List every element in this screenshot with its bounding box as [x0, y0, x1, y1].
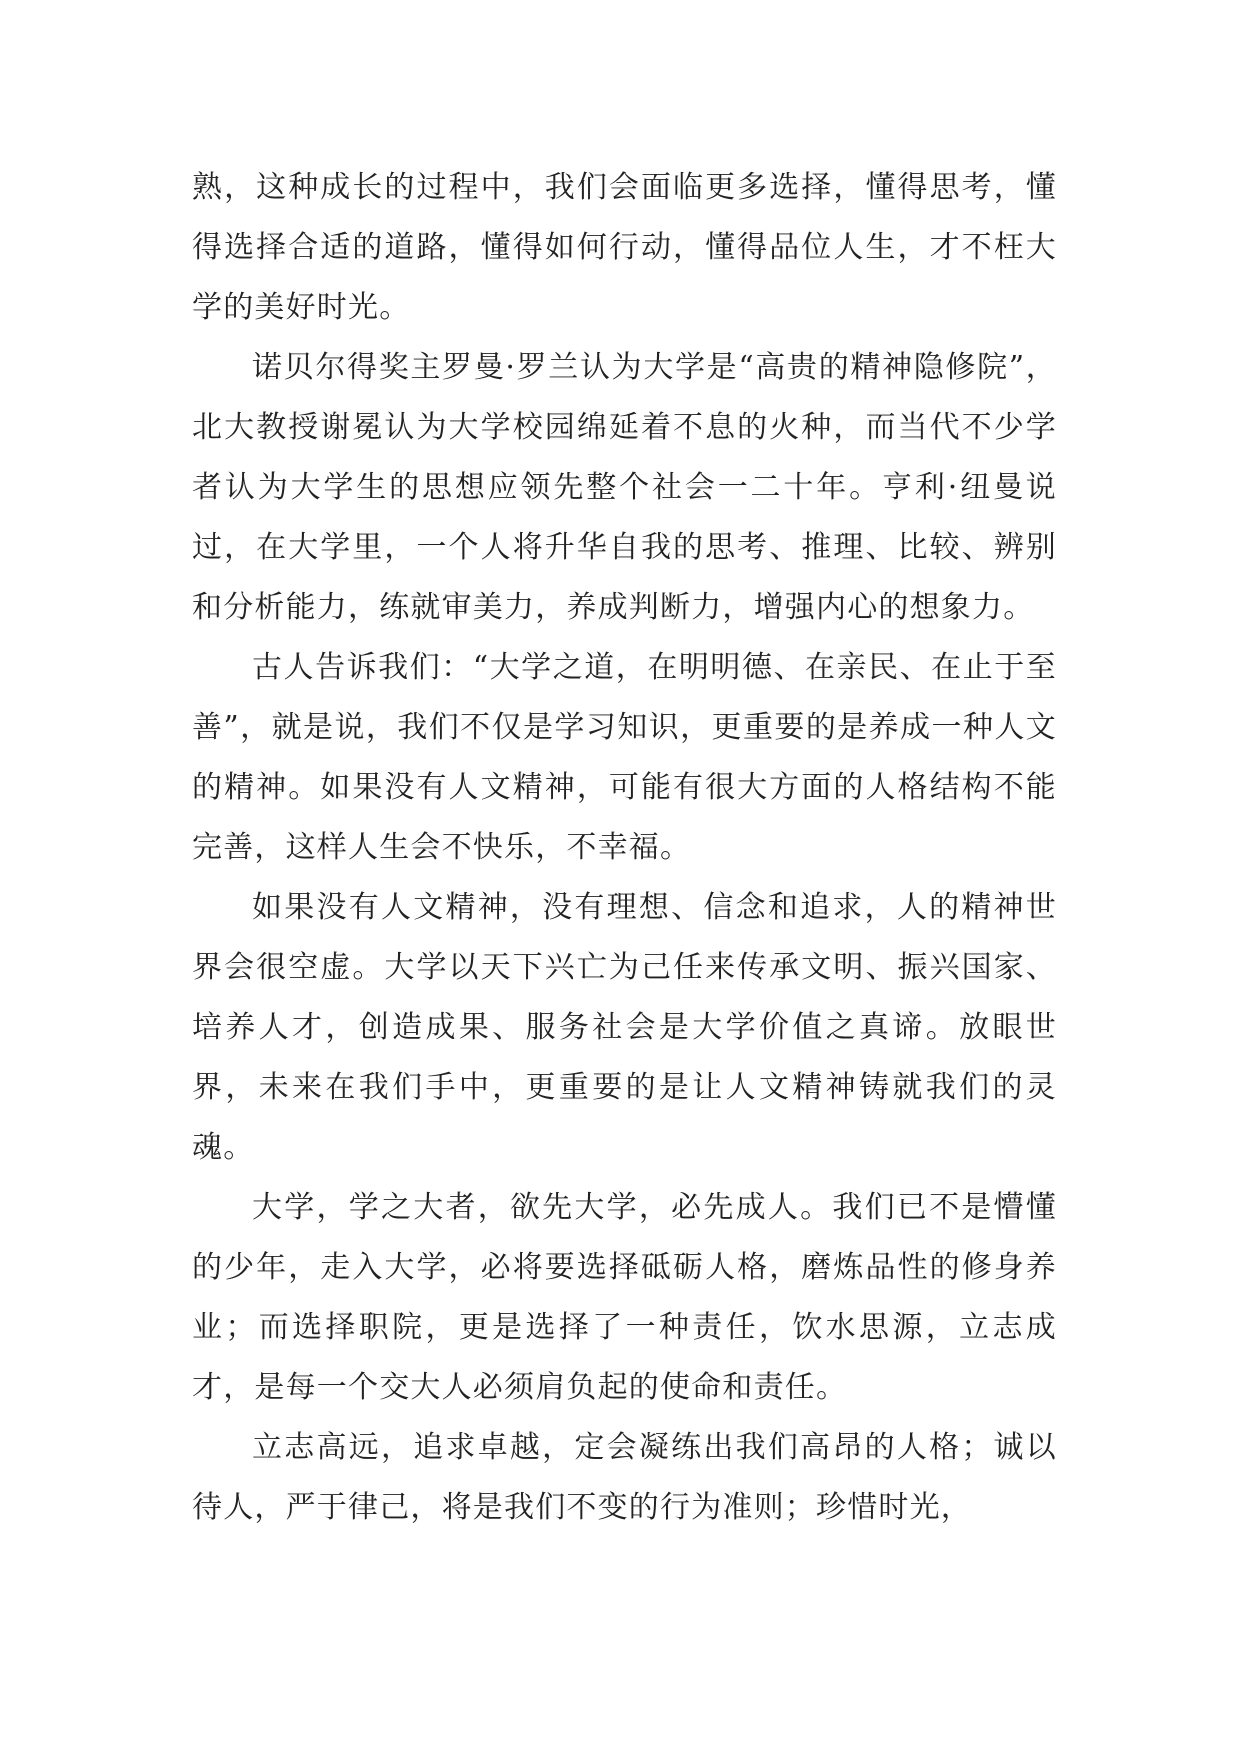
paragraph-4: 如果没有人文精神，没有理想、信念和追求，人的精神世界会很空虚。大学以天下兴亡为己任来传承文明、振兴国家、培养人才，创造成果、服务社会是大学价值之真谛。放眼世界，未来在我们手中，更重要的是让人文精神铸就我们的灵魂。 — [192, 890, 1057, 1165]
paragraph-1: 熟，这种成长的过程中，我们会面临更多选择，懂得思考，懂得选择合适的道路，懂得如何行动，懂得品位人生，才不枉大学的美好时光。 — [192, 170, 1057, 325]
paragraph-3: 古人告诉我们：“大学之道，在明明德、在亲民、在止于至善”，就是说，我们不仅是学习知识，更重要的是养成一种人文的精神。如果没有人文精神，可能有很大方面的人格结构不能完善，这样人生会不快乐，不幸福。 — [192, 650, 1057, 865]
paragraph-6: 立志高远，追求卓越，定会凝练出我们高昂的人格；诚以待人，严于律己，将是我们不变的行为准则；珍惜时光， — [192, 1430, 1057, 1525]
document-page — [192, 158, 1057, 1538]
paragraph-2: 诺贝尔得奖主罗曼·罗兰认为大学是“高贵的精神隐修院”，北大教授谢冕认为大学校园绵延着不息的火种，而当代不少学者认为大学生的思想应领先整个社会一二十年。亨利·纽曼说过，在大学里，一个人将升华自我的思考、推理、比较、辨别和分析能力，练就审美力，养成判断力，增强内心的想象力。 — [192, 350, 1057, 625]
paragraph-5: 大学，学之大者，欲先大学，必先成人。我们已不是懵懂的少年，走入大学，必将要选择砥砺人格，磨炼品性的修身养业；而选择职院，更是选择了一种责任，饮水思源，立志成才，是每一个交大人必须肩负起的使命和责任。 — [192, 1190, 1057, 1405]
